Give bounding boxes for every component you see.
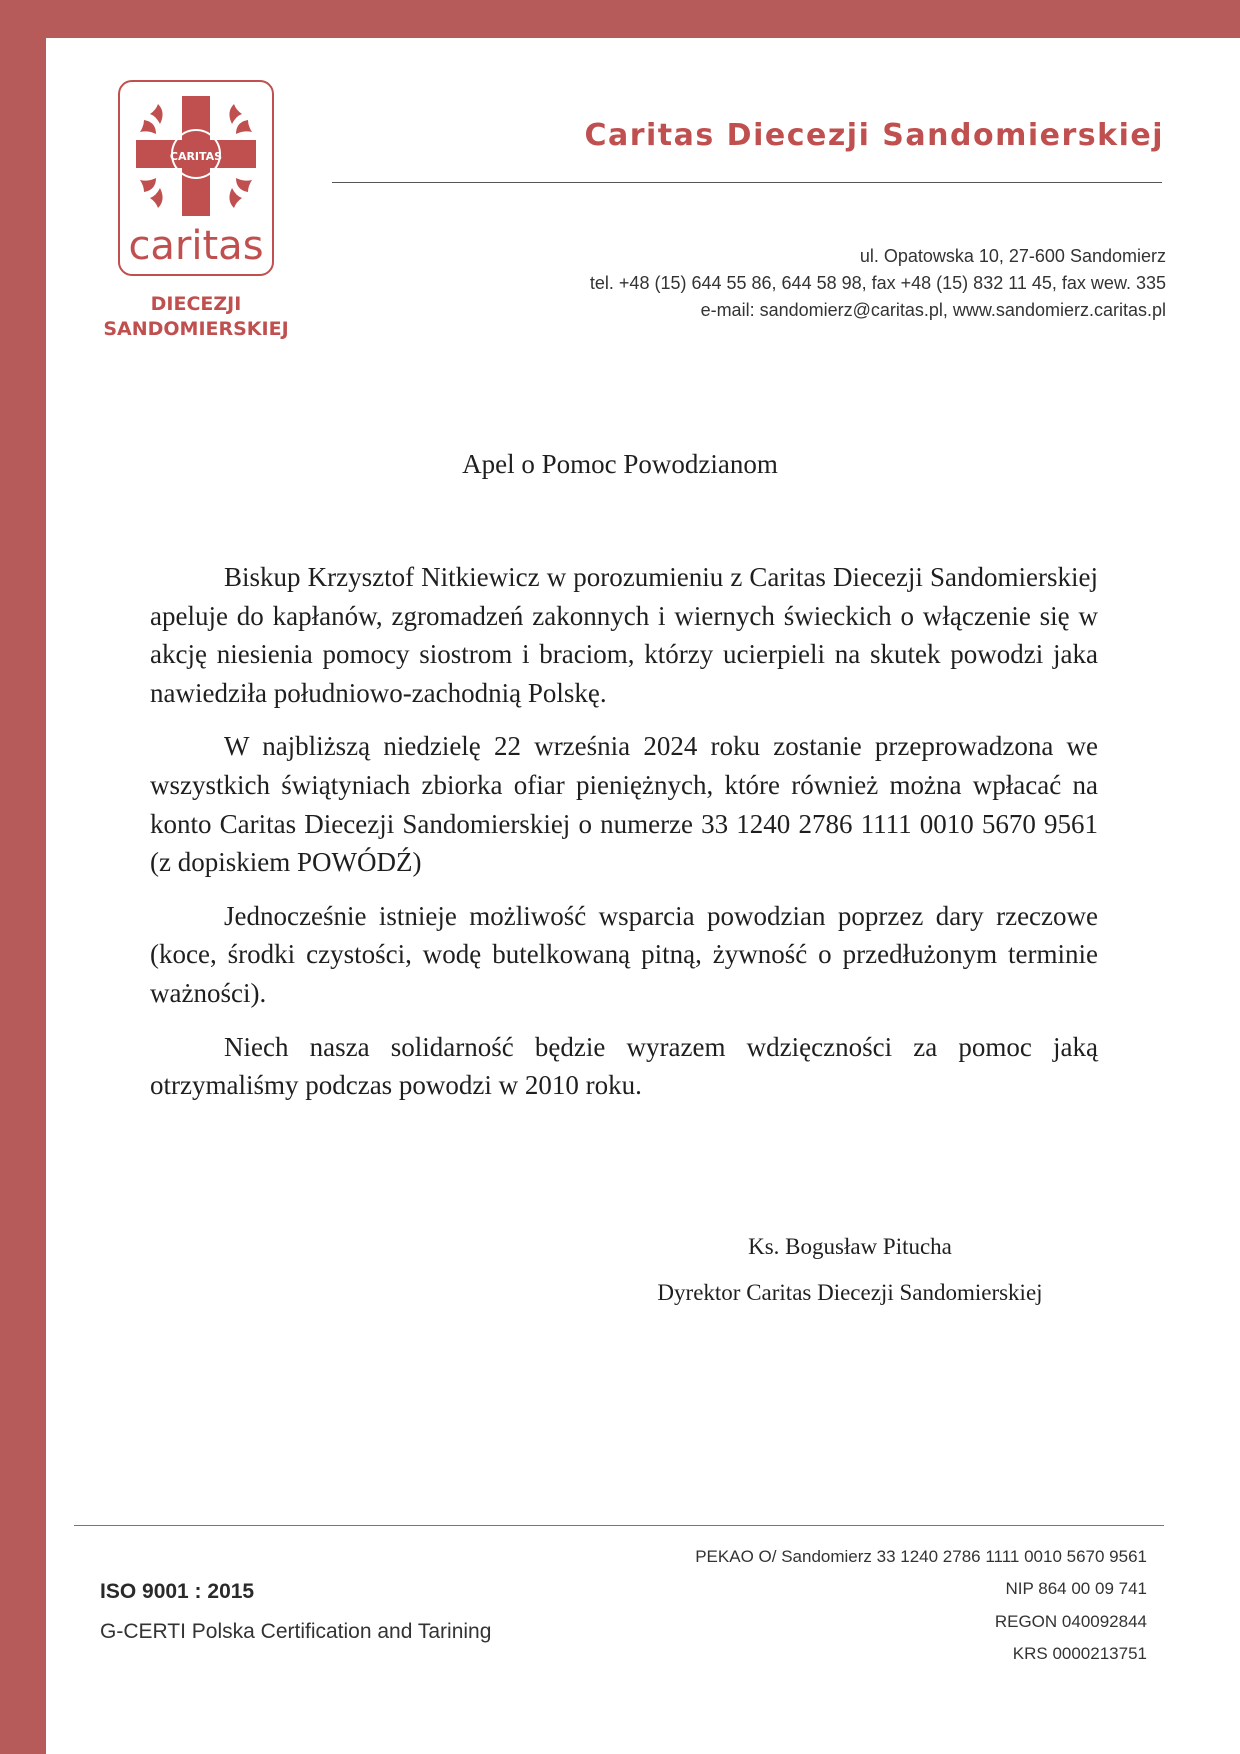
paragraph: Niech nasza solidarność będzie wyrazem wdzięczności za pomoc jaką otrzymaliśmy podczas powodzi w 2010 roku. [150, 1031, 1098, 1101]
regon-number: REGON 040092844 [994, 1611, 1147, 1631]
bank-account: PEKAO O/ Sandomierz 33 1240 2786 1111 0010 5670 9561 [695, 1547, 1147, 1566]
certification-body: G-CERTI Polska Certification and Tarining [100, 1620, 492, 1643]
paragraph: W najbliższą niedzielę 22 września 2024 roku zostanie przeprowadzona we wszystkich świątyniach zbiorka ofiar pieniężnych, które również można wpłacać na konto Caritas Diecezji Sandomierskiej o numerze 33 1240 2786 1111 0010 5670 9561 (z dopiskiem POWÓDŹ) [150, 731, 1098, 878]
signature-block [600, 1224, 1100, 1316]
paragraph: Jednocześnie istnieje możliwość wsparcia powodzian poprzez dary rzeczowe (koce, środki czystości, wodę butelkowaną pitną, żywność o przedłużonym terminie ważności). [150, 900, 1098, 1008]
header-divider [332, 182, 1162, 183]
address-phone: tel. +48 (15) 644 55 86, 644 58 98, fax +48 (15) 832 11 45, fax wew. 335 [589, 273, 1166, 293]
address-email: e-mail: sandomierz@caritas.pl, www.sandomierz.caritas.pl [700, 300, 1166, 320]
caritas-logo [118, 80, 274, 276]
svg-text:CARITAS: CARITAS [169, 150, 223, 163]
signature-title: Dyrektor Caritas Diecezji Sandomierskiej [657, 1280, 1043, 1305]
registration-info [695, 1541, 1147, 1670]
krs-number: KRS 0000213751 [1012, 1643, 1147, 1663]
letterhead-corner-curve [46, 38, 106, 98]
nip-number: NIP 864 00 09 741 [1005, 1579, 1147, 1599]
letterhead-left-band [0, 0, 46, 1754]
logo-subtitle-line2: SANDOMIERSKIEJ [103, 318, 289, 340]
logo-wordmark: caritas [128, 223, 264, 269]
letter-title: Apel o Pomoc Powodzianom [462, 449, 778, 479]
letter-body [150, 558, 1098, 1120]
contact-address [590, 243, 1166, 324]
footer-divider [74, 1525, 1164, 1526]
logo-subtitle [86, 292, 306, 342]
logo-subtitle-line1: DIECEZJI [150, 293, 242, 315]
iso-certification: ISO 9001 : 2015 [100, 1580, 255, 1603]
paragraph: Biskup Krzysztof Nitkiewicz w porozumieniu z Caritas Diecezji Sandomierskiej apeluje do kapłanów, zgromadzeń zakonnych i wiernych świeckich o włączenie się w akcję niesienia pomocy siostrom i braciom, którzy ucierpieli na skutek powodzi jaka nawiedziła południowo-zachodnią Polskę. [150, 562, 1098, 708]
address-street: ul. Opatowska 10, 27-600 Sandomierz [859, 246, 1166, 266]
letterhead-top-band [0, 0, 1240, 38]
signature-name: Ks. Bogusław Pitucha [748, 1234, 952, 1259]
caritas-emblem-icon [130, 90, 262, 222]
organization-name: Caritas Diecezji Sandomierskiej [584, 118, 1164, 153]
